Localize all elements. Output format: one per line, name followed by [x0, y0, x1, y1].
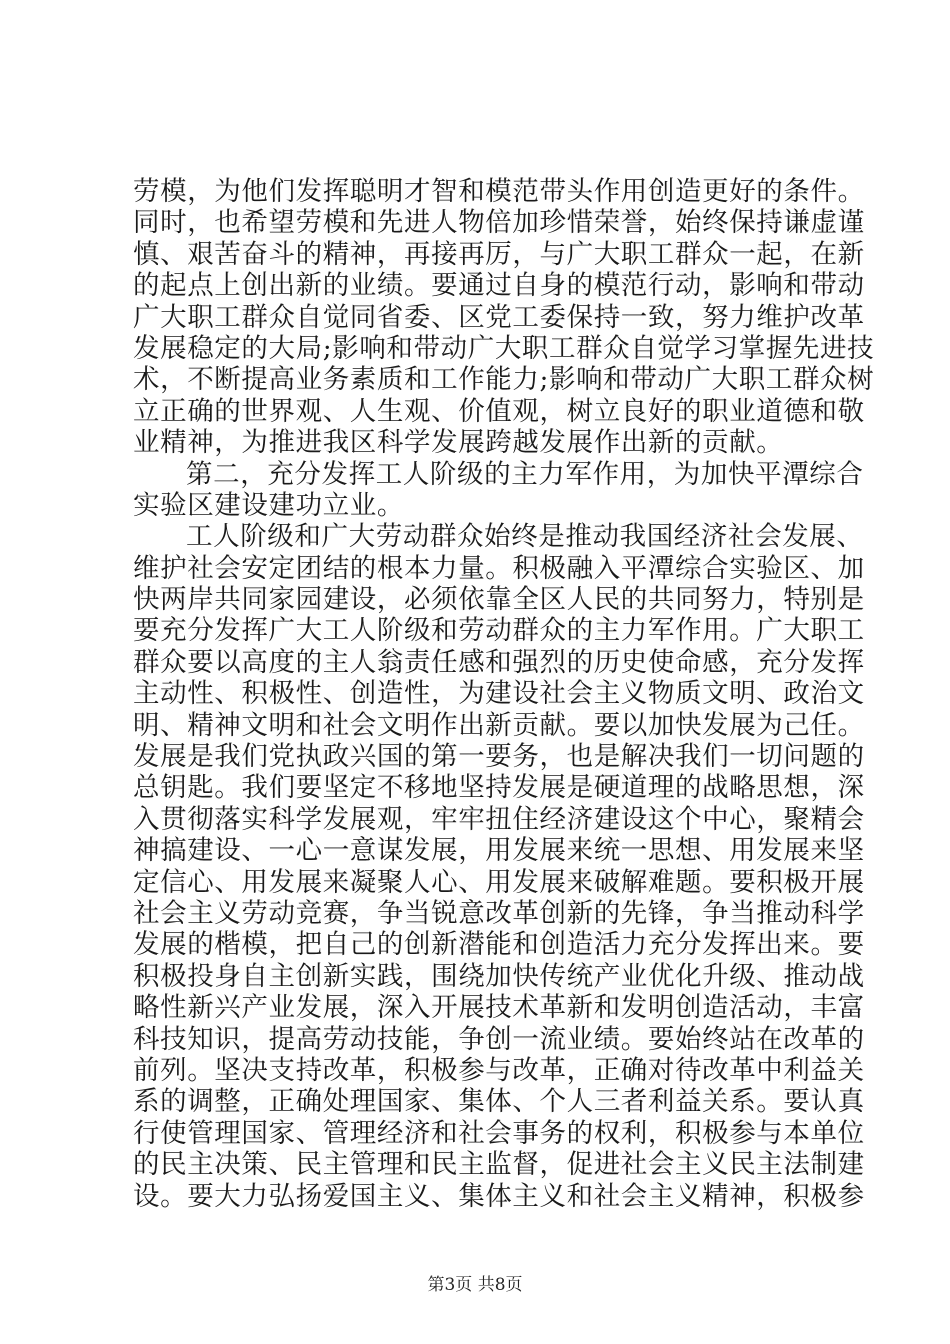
text-line: 社会主义劳动竞赛，争当锐意改革创新的先锋，争当推动科学	[133, 897, 865, 929]
text-line: 的民主决策、民主管理和民主监督，促进社会主义民主法制建	[133, 1149, 865, 1181]
text-line: 同时，也希望劳模和先进人物倍加珍惜荣誉，始终保持谦虚谨	[133, 207, 865, 239]
text-line: 科技知识，提高劳动技能，争创一流业绩。要始终站在改革的	[133, 1023, 865, 1055]
text-line: 要充分发挥广大工人阶级和劳动群众的主力军作用。广大职工	[133, 615, 865, 647]
text-line: 的起点上创出新的业绩。要通过自身的模范行动，影响和带动	[133, 270, 865, 302]
text-line: 群众要以高度的主人翁责任感和强烈的历史使命感，充分发挥	[133, 646, 865, 678]
text-line: 设。要大力弘扬爱国主义、集体主义和社会主义精神，积极参	[133, 1180, 865, 1212]
text-line: 明、精神文明和社会文明作出新贡献。要以加快发展为己任。	[133, 709, 865, 741]
text-line: 行使管理国家、管理经济和社会事务的权利，积极参与本单位	[133, 1117, 865, 1149]
text-line: 主动性、积极性、创造性，为建设社会主义物质文明、政治文	[133, 678, 865, 710]
text-line: 略性新兴产业发展，深入开展技术革新和发明创造活动，丰富	[133, 992, 865, 1024]
text-line: 业精神，为推进我区科学发展跨越发展作出新的贡献。	[133, 427, 784, 459]
text-line: 神搞建设、一心一意谋发展，用发展来统一思想、用发展来坚	[133, 835, 865, 867]
text-line: 慎、艰苦奋斗的精神，再接再厉，与广大职工群众一起，在新	[133, 238, 865, 270]
text-line: 维护社会安定团结的根本力量。积极融入平潭综合实验区、加	[133, 552, 865, 584]
text-line: 立正确的世界观、人生观、价值观，树立良好的职业道德和敬	[133, 395, 865, 427]
text-line: 积极投身自主创新实践，围绕加快传统产业优化升级、推动战	[133, 960, 865, 992]
text-line: 术，不断提高业务素质和工作能力;影响和带动广大职工群众树	[133, 364, 875, 396]
text-line: 工人阶级和广大劳动群众始终是推动我国经济社会发展、	[186, 521, 864, 553]
text-line: 入贯彻落实科学发展观，牢牢扭住经济建设这个中心，聚精会	[133, 803, 865, 835]
page-footer: 第3页 共8页	[427, 1275, 523, 1295]
body-text	[133, 176, 875, 1212]
text-line: 发展的楷模，把自己的创新潜能和创造活力充分发挥出来。要	[133, 929, 865, 961]
text-line: 实验区建设建功立业。	[133, 489, 404, 521]
text-line: 前列。坚决支持改革，积极参与改革，正确对待改革中利益关	[133, 1054, 865, 1086]
text-line: 劳模，为他们发挥聪明才智和模范带头作用创造更好的条件。	[133, 176, 865, 207]
text-line: 发展是我们党执政兴国的第一要务，也是解决我们一切问题的	[133, 741, 865, 773]
text-line: 总钥匙。我们要坚定不移地坚持发展是硬道理的战略思想，深	[133, 772, 865, 804]
text-line: 第二，充分发挥工人阶级的主力军作用，为加快平潭综合	[186, 458, 864, 490]
text-line: 系的调整，正确处理国家、集体、个人三者利益关系。要认真	[133, 1086, 865, 1118]
text-line: 定信心、用发展来凝聚人心、用发展来破解难题。要积极开展	[133, 866, 865, 898]
text-line: 快两岸共同家园建设，必须依靠全区人民的共同努力，特别是	[133, 584, 865, 616]
text-line: 发展稳定的大局;影响和带动广大职工群众自觉学习掌握先进技	[133, 332, 875, 364]
text-line: 广大职工群众自觉同省委、区党工委保持一致，努力维护改革	[133, 301, 865, 333]
